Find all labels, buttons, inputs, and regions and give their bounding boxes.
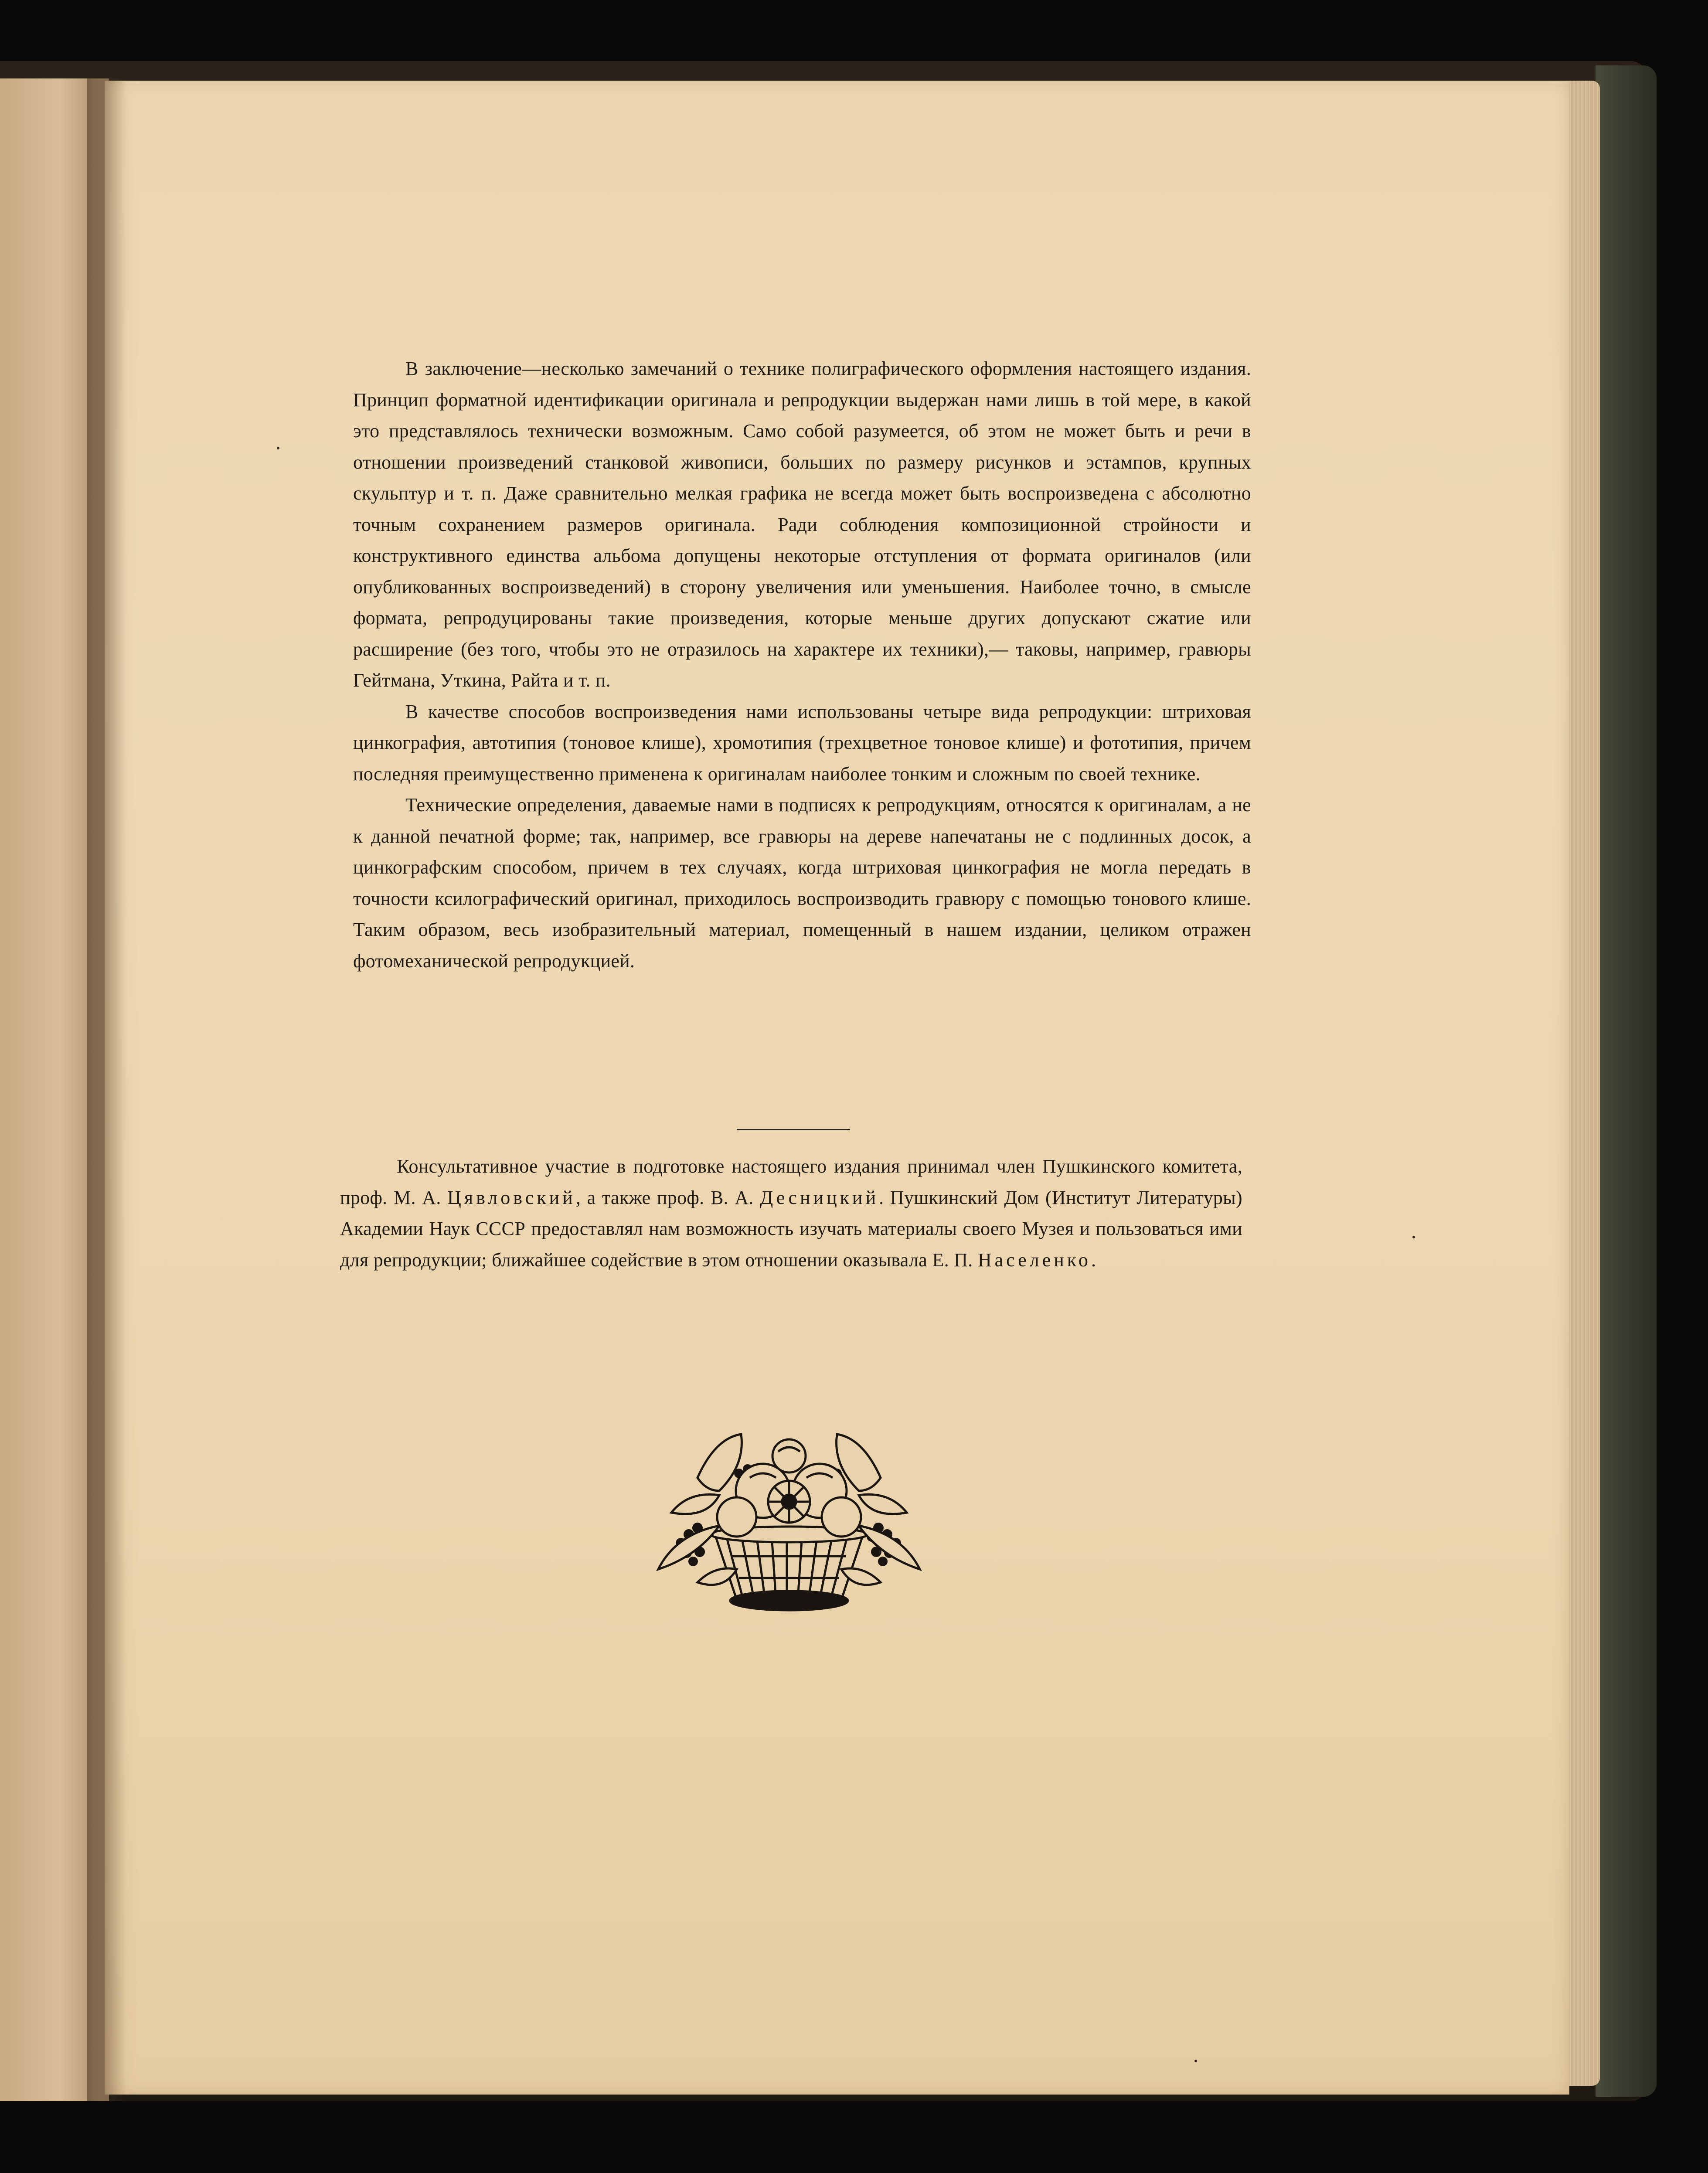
note-text: , а также проф. В. А. [575,1187,760,1208]
person-name: Населенко [977,1249,1091,1271]
fruit-basket-ornament-icon [632,1425,946,1617]
acknowledgement-paragraph [340,1151,1242,1275]
paper-speck [277,447,279,449]
person-name: Цявловский [447,1187,576,1208]
paper-speck [1412,1236,1415,1238]
note-text: . Пушкинский Дом (Институт Литературы) Академии Наук СССР предоставлял нам возможность изучать материалы своего Музея и пользоваться ими для репродукции; ближайшее содействие в этом отношении оказывала Е. П. [340,1187,1242,1271]
note-text: Консультативное участие в подготовке настоящего издания принимал член Пушкинского комитета, проф. М. А. [340,1156,1242,1208]
cloth-binding [1596,65,1657,2097]
note-text: . [1091,1249,1096,1271]
paragraph: В качестве способов воспроизведения нами использованы четыре вида репродукции: штриховая цинкография, автотипия (тоновое клише), хромотипия (трехцветное тоновое клише) и фототипия, причем последняя преимущественно применена к оригиналам наиболее тонким и сложным по своей технике. [353,701,1251,785]
paragraph: Технические определения, даваемые нами в подписях к репродукциям, относятся к оригиналам, а не к данной печатной форме; так, например, все гравюры на дереве напечатаны не с подлинных досок, а цинкографским способом, причем в тех случаях, когда штриховая цинкография не могла передать в точности ксилографический оригинал, приходилось воспроизводить гравюру с помощью тонового клише. Таким образом, весь изобразительный материал, помещенный в нашем издании, целиком отражен фотомеханической репродукцией. [353,794,1251,972]
acknowledgement-note [340,1151,1242,1275]
paragraph: В заключение—несколько замечаний о технике полиграфического оформления настоящего издания. Принцип форматной идентификации оригинала и репродукции выдержан нами лишь в той мере, в какой это представлялось технически возможным. Само собой разумеется, об этом не может быть и речи в отношении произведений станковой живописи, больших по размеру рисунков и эстампов, крупных скульптур и т. п. Даже сравнительно мелкая графика не всегда может быть воспроизведена с абсолютно точным сохранением размеров оригинала. Ради соблюдения композиционной стройности и конструктивного единства альбома допущены некоторые отступления от формата оригиналов (или опубликованных воспроизведений) в сторону увеличения или уменьшения. Наиболее точно, в смысле формата, репродуцированы такие произведения, которые меньше других допускают сжатие или расширение (без того, чтобы это не отразилось на характере их техники),— таковы, например, гравюры Гейтмана, Уткина, Райта и т. п. [353,358,1251,691]
section-divider [737,1129,850,1130]
gutter-shadow [87,78,126,2101]
person-name: Десницкий [760,1187,879,1208]
main-text [353,353,1251,976]
paper-speck [1194,2060,1197,2062]
